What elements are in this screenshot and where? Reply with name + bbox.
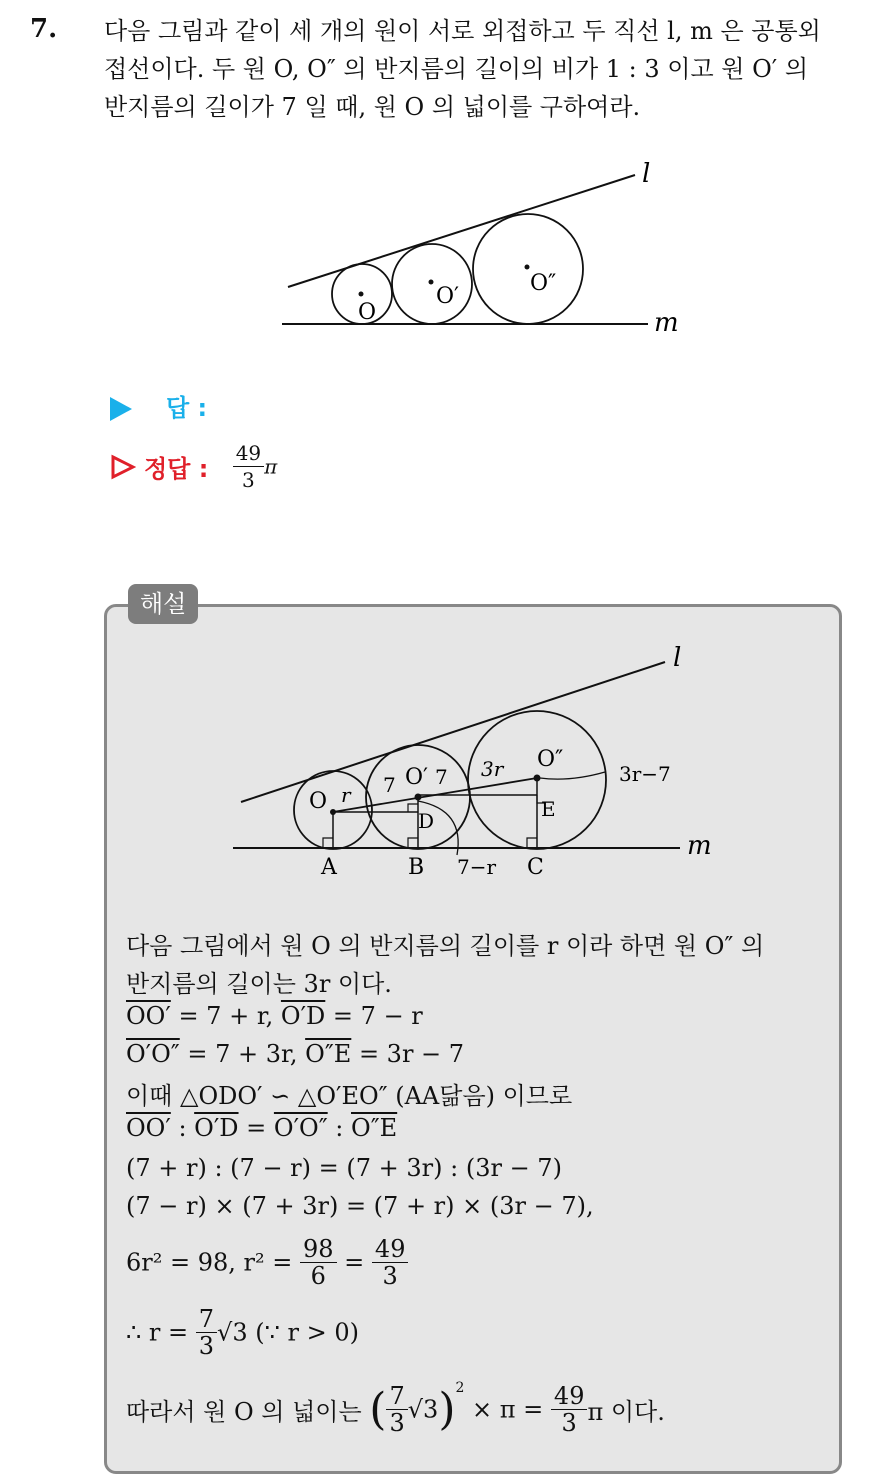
solution-line: 반지름의 길이는 3r 이다. xyxy=(126,970,392,998)
tangent-circles-figure xyxy=(270,150,690,345)
label-3r-minus-7: 3r−7 xyxy=(619,762,671,786)
label-d: D xyxy=(418,809,435,833)
play-icon xyxy=(110,397,132,421)
solution-line: O′O″ = 7 + 3r, O″E = 3r − 7 xyxy=(126,1040,465,1068)
label-b: B xyxy=(408,855,425,880)
right-angle-c xyxy=(527,838,537,848)
pi-symbol: π xyxy=(264,454,278,479)
label-o: O xyxy=(309,789,328,814)
label-c: C xyxy=(527,855,544,880)
line-l xyxy=(241,662,665,802)
center-o-double-prime xyxy=(534,775,541,782)
label-e: E xyxy=(541,797,556,821)
label-seven: 7 xyxy=(435,765,448,789)
question-line: 다음 그림과 같이 세 개의 원이 서로 외접하고 두 직선 l, m 은 공통외 xyxy=(104,17,821,45)
solution-line: OO′ : O′D = O′O″ : O″E xyxy=(126,1114,398,1142)
solution-line: 다음 그림에서 원 O 의 반지름의 길이를 r 이라 하면 원 O″ 의 xyxy=(126,932,765,960)
question-text xyxy=(104,12,864,126)
solution-tag: 해설 xyxy=(128,584,198,624)
solution-line: OO′ = 7 + r, O′D = 7 − r xyxy=(126,1002,423,1030)
label-seven: 7 xyxy=(383,773,396,797)
center-o-prime xyxy=(429,280,434,285)
label-a: A xyxy=(321,855,337,880)
center-o xyxy=(359,292,364,297)
answer-row xyxy=(110,388,207,423)
label-3r: 3r xyxy=(481,757,504,781)
solution-line: 이때 △ODO′ ∽ △O′EO″ (AA닮음) 이므로 xyxy=(126,1082,573,1110)
label-r: r xyxy=(341,783,351,807)
label-7-minus-r: 7−r xyxy=(457,855,497,879)
label-o-prime: O′ xyxy=(405,765,429,790)
center-o-prime xyxy=(415,794,422,801)
answer-label: 답 : xyxy=(166,394,208,422)
answer-fraction: $\frac{49}{3}$ xyxy=(233,440,264,493)
label-l: l xyxy=(642,159,651,189)
solution-line: (7 + r) : (7 − r) = (7 + 3r) : (3r − 7) xyxy=(126,1154,562,1182)
label-m: m xyxy=(654,308,679,338)
right-angle-a xyxy=(323,838,333,848)
label-o-double-prime: O″ xyxy=(530,271,557,296)
label-o-prime: O′ xyxy=(436,284,460,309)
center-o xyxy=(330,809,336,815)
label-o-double-prime: O″ xyxy=(537,747,564,772)
label-o: O xyxy=(358,300,377,325)
center-o-double-prime xyxy=(525,265,530,270)
brace-3r-minus-7 xyxy=(540,772,605,779)
solution-line: (7 − r) × (7 + 3r) = (7 + r) × (3r − 7), xyxy=(126,1192,594,1220)
solution-line: ∴ r = $\frac{7}{3}$ √3 (∵ r > 0) xyxy=(126,1305,359,1360)
correct-answer-label: 정답 : xyxy=(144,455,209,483)
label-m: m xyxy=(687,831,712,861)
question-line: 반지름의 길이가 7 일 때, 원 O 의 넓이를 구하여라. xyxy=(104,93,641,121)
right-angle-b xyxy=(408,838,418,848)
right-angle-d xyxy=(408,804,418,812)
question-number: 7. xyxy=(30,14,58,44)
question-line: 접선이다. 두 원 O, O″ 의 반지름의 길이의 비가 1 : 3 이고 원 O′ 의 xyxy=(104,55,809,83)
solution-figure xyxy=(225,640,725,890)
label-l: l xyxy=(673,643,682,673)
solution-line: 6r² = 98, r² = $\frac{98}{6}$ = $\frac{49}{3}$ xyxy=(126,1236,408,1289)
correct-answer-row xyxy=(110,440,277,493)
outline-triangle-icon xyxy=(110,454,136,480)
solution-line: 따라서 원 O 의 넓이는 ( $\frac{7}{3}$ √3)$^2$ × π = $\frac{49}{3}$ π 이다. xyxy=(126,1380,665,1437)
